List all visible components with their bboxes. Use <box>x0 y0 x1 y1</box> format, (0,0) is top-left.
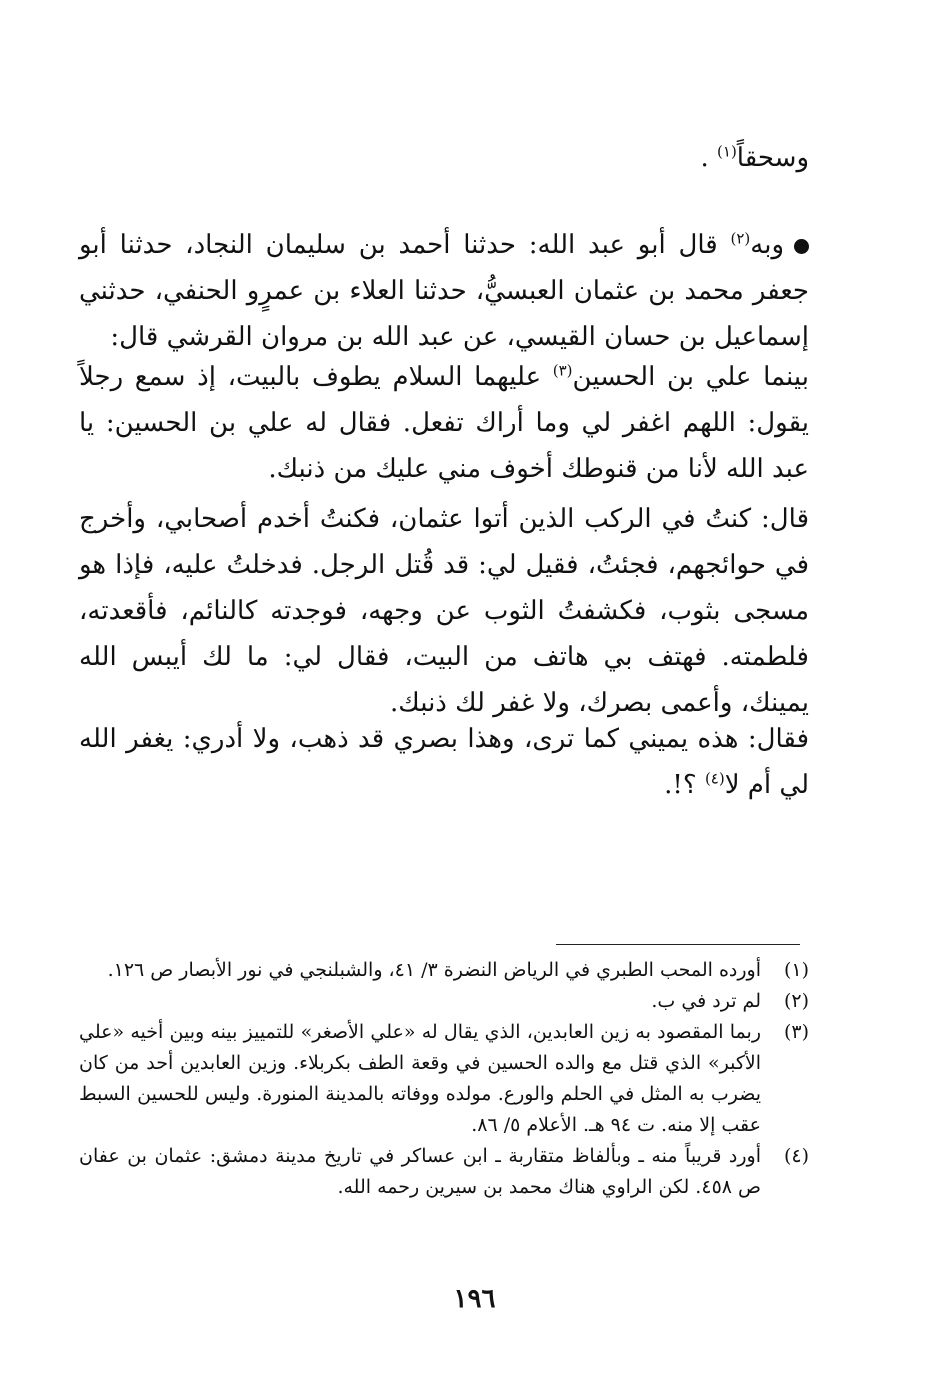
footnote-ref-3[interactable]: (٣) <box>552 361 573 380</box>
footnote-number: (١) <box>783 959 809 981</box>
story-paragraph-1 <box>79 354 809 492</box>
story-p2-text: قال: كنتُ في الركب الذين أتوا عثمان، فكنتُ أخدم أصحابي، وأخرج في حوائجهم، فجئتُ، فقيل لي: قد قُتل الرجل. فدخلتُ عليه، فإذا هو مسجى بثوب، فكشفتُ الثوب عن وجهه، فوجدته كالنائم، فأقعدته، فلطمته. فهتف بي هاتف من البيت، فقال لي: ما لك أيبس الله يمينك، وأعمى بصرك، ولا غفر لك ذنبك. <box>79 504 809 718</box>
footnote-ref-2[interactable]: (٢) <box>730 229 751 248</box>
footnote-ref-1[interactable]: (١) <box>717 142 737 161</box>
footnote-1 <box>79 955 809 986</box>
footnote-3 <box>79 1017 809 1141</box>
story-p1-text: عليهما السلام يطوف بالبيت، إذ سمع رجلاً يقول: اللهم اغفر لي وما أراك تفعل. فقال له علي بن الحسين: يا عبد الله لأنا من قنوطك أخوف مني عليك من ذنبك. <box>79 362 809 484</box>
story-paragraph-3 <box>79 716 809 808</box>
footnote-number: (٢) <box>783 990 809 1012</box>
story-p1-lead: بينما علي بن الحسين <box>572 362 809 392</box>
footnote-text: ربما المقصود به زين العابدين، الذي يقال له «علي الأصغر» للتمييز بينه وبين أخيه «علي الأكبر» الذي قتل مع والده الحسين في وقعة الطف بكربلاء. وزين العابدين أحد من كان يضرب به المثل في الحلم والورع. مولده ووفاته بالمدينة المنورة. وليس للحسين السبط عقب إلا منه. ت ٩٤ هـ. الأعلام ٥/ ٨٦. <box>79 1021 761 1136</box>
isnad-lead: وبه <box>750 230 784 260</box>
footnotes <box>79 955 809 1203</box>
story-p3-end: ؟!. <box>664 770 705 800</box>
story-paragraph-2 <box>79 496 809 726</box>
footnote-number: (٣) <box>783 1021 809 1043</box>
continuation-text: وسحقاً <box>736 143 809 173</box>
footnote-2 <box>79 986 809 1017</box>
story-p3-text: فقال: هذه يميني كما ترى، وهذا بصري قد ذهب، ولا أدري: يغفر الله لي أم لا <box>79 724 809 800</box>
continuation-end: . <box>700 143 718 173</box>
isnad-paragraph <box>79 222 809 360</box>
footnote-text: أورده المحب الطبري في الرياض النضرة ٣/ ٤١، والشبلنجي في نور الأبصار ص ١٢٦. <box>107 959 761 981</box>
footnote-divider <box>556 944 800 945</box>
bullet-icon <box>794 239 809 254</box>
isnad-text: قال أبو عبد الله: حدثنا أحمد بن سليمان النجاد، حدثنا أبو جعفر محمد بن عثمان العبسيُّ، حدثنا العلاء بن عمرٍو الحنفي، حدثني إسماعيل بن حسان القيسي، عن عبد الله بن مروان القرشي قال: <box>79 230 809 352</box>
footnote-ref-4[interactable]: (٤) <box>704 769 725 788</box>
footnote-number: (٤) <box>783 1145 809 1167</box>
footnote-4 <box>79 1141 809 1203</box>
footnote-text: لم ترد في ب. <box>651 990 761 1012</box>
page-number: ١٩٦ <box>453 1284 496 1314</box>
continuation-line <box>700 138 809 178</box>
footnote-text: أورد قريباً منه ـ وبألفاظ متقاربة ـ ابن عساكر في تاريخ مدينة دمشق: عثمان بن عفان ص ٤٥٨. لكن الراوي هناك محمد بن سيرين رحمه الله. <box>79 1145 761 1198</box>
